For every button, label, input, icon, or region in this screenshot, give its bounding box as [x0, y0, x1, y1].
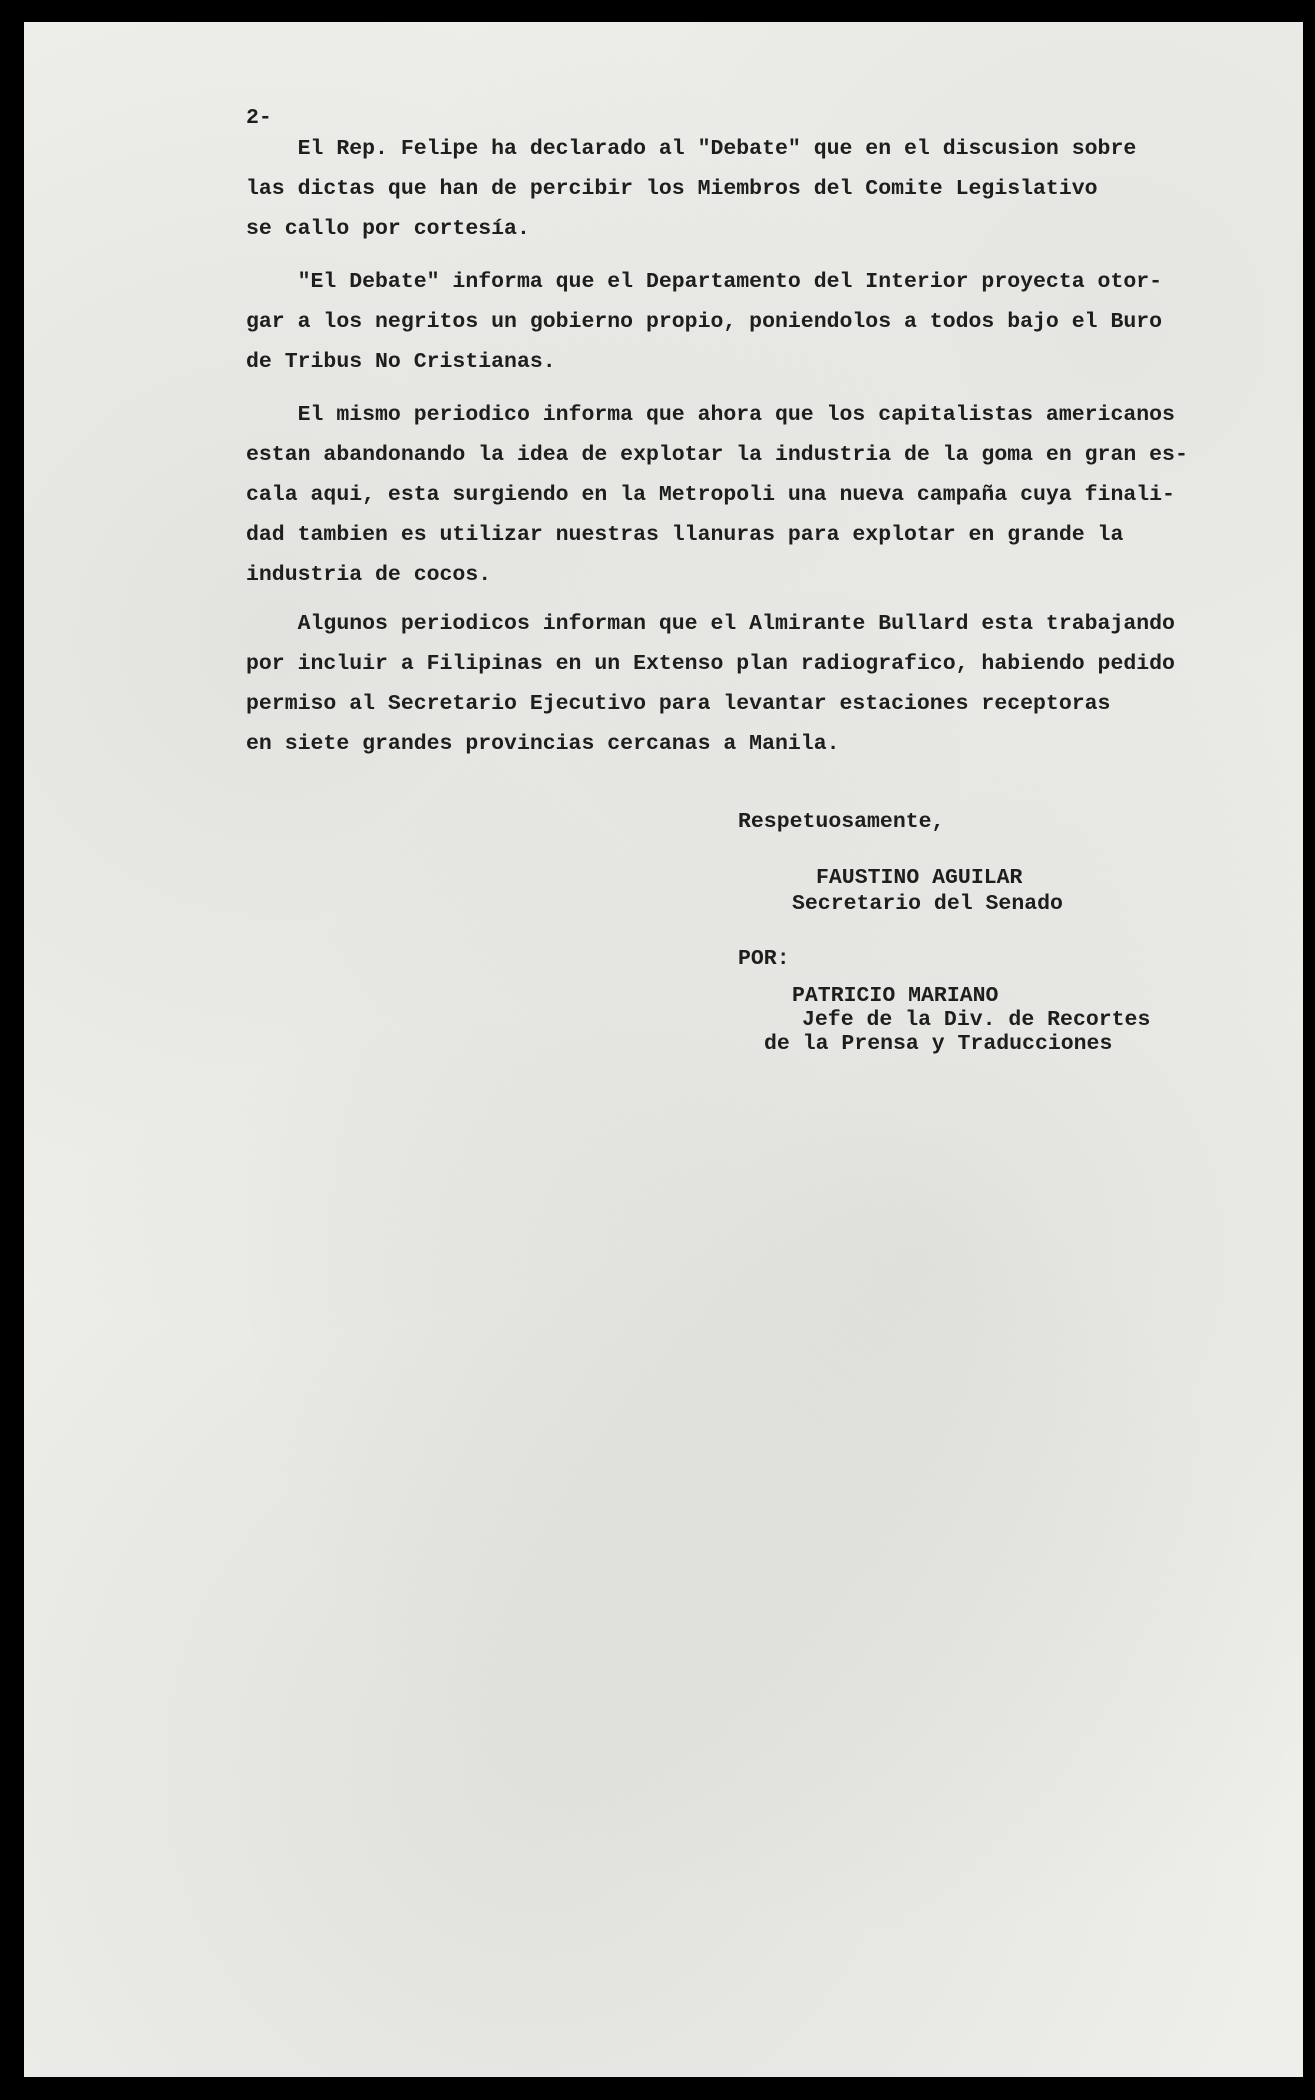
signer-name: FAUSTINO AGUILAR: [816, 866, 1023, 890]
closing: Respetuosamente,: [738, 810, 945, 834]
agent-title-line1: Jefe de la Div. de Recortes: [802, 1008, 1151, 1032]
paragraph-felipe: El Rep. Felipe ha declarado al "Debate" que en el discusion sobre las dictas que han de percibir los Miembros del Comite Legislativo se callo por cortesía.: [246, 137, 1137, 241]
signer-title: Secretario del Senado: [792, 892, 1063, 916]
page-number: 2-: [246, 106, 272, 130]
agent-title-line2: de la Prensa y Traducciones: [764, 1032, 1113, 1056]
paragraph-radio: Algunos periodicos informan que el Almirante Bullard esta trabajando por incluir a Filipinas en un Extenso plan radiografico, habiendo pedido permiso al Secretario Ejecutivo para levantar estaciones receptoras en siete grandes provincias cercanas a Manila.: [246, 612, 1175, 756]
paragraph-cocos: El mismo periodico informa que ahora que los capitalistas americanos estan abandonando la idea de explotar la industria de la goma en gran es- cala aqui, esta surgiendo en la Metropoli una nueva campaña cuya finali- dad tambien es utilizar nuestras llanuras para explotar en grande la industria de cocos.: [246, 403, 1188, 587]
agent-name: PATRICIO MARIANO: [792, 984, 999, 1008]
por-label: POR:: [738, 947, 790, 971]
paragraph-negritos: "El Debate" informa que el Departamento del Interior proyecta otor- gar a los negritos un gobierno propio, poniendolos a todos bajo el Buro de Tribus No Cristianas.: [246, 270, 1163, 374]
